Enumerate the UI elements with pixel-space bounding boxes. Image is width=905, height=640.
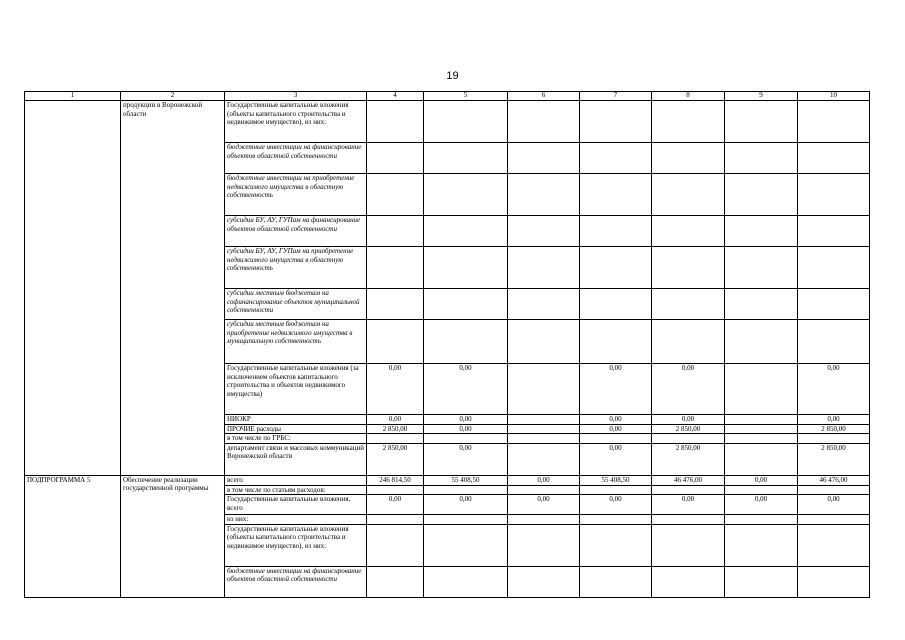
expense-label: Государственные капитальные вложения (объекты капитального строительства и недвижимое имущество), из них:: [225, 101, 367, 143]
value-cell: 0,00: [424, 443, 508, 475]
value-cell: [798, 247, 870, 289]
value-cell: 0,00: [367, 495, 424, 515]
expense-label: субсидии местным бюджетам на приобретение недвижимого имущества в муниципальную собственность: [225, 320, 367, 364]
value-cell: [367, 216, 424, 247]
value-cell: [508, 566, 580, 597]
value-cell: [798, 485, 870, 495]
column-number: 3: [225, 92, 367, 101]
value-cell: 0,00: [424, 364, 508, 415]
value-cell: [652, 524, 725, 566]
value-cell: [725, 247, 798, 289]
value-cell: [652, 485, 725, 495]
expense-label: департамент связи и массовых коммуникаций Воронежской области: [225, 443, 367, 475]
value-cell: [424, 143, 508, 174]
value-cell: [798, 174, 870, 216]
value-cell: 0,00: [652, 364, 725, 415]
value-cell: [580, 434, 652, 444]
value-cell: [508, 247, 580, 289]
value-cell: [725, 424, 798, 434]
value-cell: [725, 415, 798, 425]
column-number: 2: [121, 92, 225, 101]
value-cell: 0,00: [424, 495, 508, 515]
column-number: 9: [725, 92, 798, 101]
value-cell: [725, 320, 798, 364]
expense-label: из них:: [225, 515, 367, 525]
value-cell: 0,00: [424, 415, 508, 425]
expense-label: бюджетные инвестиции на финансирование объектов областной собственности: [225, 566, 367, 597]
value-cell: [580, 320, 652, 364]
value-cell: [424, 515, 508, 525]
value-cell: 2 850,00: [798, 443, 870, 475]
value-cell: 0,00: [725, 475, 798, 485]
value-cell: [652, 216, 725, 247]
value-cell: [424, 174, 508, 216]
value-cell: [367, 101, 424, 143]
value-cell: 0,00: [367, 364, 424, 415]
value-cell: [580, 101, 652, 143]
column-number: 7: [580, 92, 652, 101]
value-cell: [652, 174, 725, 216]
value-cell: [798, 289, 870, 320]
value-cell: [725, 216, 798, 247]
column-number-row: [25, 92, 870, 101]
value-cell: [798, 216, 870, 247]
value-cell: [367, 515, 424, 525]
expense-label: Государственные капитальные вложения, всего: [225, 495, 367, 515]
value-cell: [725, 515, 798, 525]
value-cell: [798, 320, 870, 364]
value-cell: [725, 566, 798, 597]
expense-label: субсидии местным бюджетам на софинансирование объектов муниципальной собственности: [225, 289, 367, 320]
column-number: 4: [367, 92, 424, 101]
budget-table: [24, 91, 870, 598]
value-cell: [652, 247, 725, 289]
item-name-cell: продукции в Воронежской области: [121, 101, 225, 476]
program-name-cell: [25, 101, 121, 476]
value-cell: [652, 143, 725, 174]
value-cell: [508, 143, 580, 174]
value-cell: [580, 485, 652, 495]
column-number: 5: [424, 92, 508, 101]
value-cell: 0,00: [725, 495, 798, 515]
value-cell: [508, 364, 580, 415]
expense-label: Государственные капитальные вложения (объекты капитального строительства и недвижимое имущество), из них:: [225, 524, 367, 566]
value-cell: [424, 289, 508, 320]
value-cell: [508, 524, 580, 566]
value-cell: 0,00: [508, 495, 580, 515]
value-cell: [725, 524, 798, 566]
value-cell: 2 850,00: [367, 424, 424, 434]
value-cell: [508, 101, 580, 143]
value-cell: [580, 174, 652, 216]
value-cell: [367, 566, 424, 597]
value-cell: [580, 143, 652, 174]
value-cell: [508, 485, 580, 495]
value-cell: [424, 247, 508, 289]
value-cell: [725, 101, 798, 143]
value-cell: [798, 566, 870, 597]
value-cell: 0,00: [652, 415, 725, 425]
value-cell: 0,00: [367, 415, 424, 425]
expense-label: всего: [225, 475, 367, 485]
value-cell: [798, 143, 870, 174]
column-number: 1: [25, 92, 121, 101]
value-cell: [508, 434, 580, 444]
expense-label: субсидии БУ, АУ, ГУПам на приобретение недвижимого имущества в областную собственность: [225, 247, 367, 289]
value-cell: [508, 424, 580, 434]
value-cell: 0,00: [798, 364, 870, 415]
value-cell: [424, 485, 508, 495]
value-cell: 55 408,50: [580, 475, 652, 485]
value-cell: [508, 443, 580, 475]
value-cell: [580, 247, 652, 289]
value-cell: [367, 289, 424, 320]
value-cell: [367, 485, 424, 495]
value-cell: 2 850,00: [652, 443, 725, 475]
expense-label: в том числе по ГРБС:: [225, 434, 367, 444]
value-cell: 246 814,50: [367, 475, 424, 485]
value-cell: [798, 101, 870, 143]
value-cell: 46 476,00: [652, 475, 725, 485]
value-cell: 0,00: [580, 495, 652, 515]
value-cell: [580, 566, 652, 597]
value-cell: [367, 524, 424, 566]
value-cell: [367, 320, 424, 364]
value-cell: [580, 289, 652, 320]
value-cell: 0,00: [508, 475, 580, 485]
value-cell: [725, 485, 798, 495]
value-cell: 0,00: [580, 364, 652, 415]
value-cell: [367, 434, 424, 444]
value-cell: [580, 524, 652, 566]
value-cell: [580, 216, 652, 247]
value-cell: 0,00: [652, 495, 725, 515]
value-cell: [367, 143, 424, 174]
value-cell: 55 408,50: [424, 475, 508, 485]
value-cell: [725, 434, 798, 444]
table-row: [25, 101, 870, 143]
value-cell: 0,00: [580, 424, 652, 434]
value-cell: [652, 566, 725, 597]
page-number: 19: [446, 70, 459, 82]
expense-label: в том числе по статьям расходов:: [225, 485, 367, 495]
column-number: 8: [652, 92, 725, 101]
value-cell: [725, 443, 798, 475]
value-cell: [652, 320, 725, 364]
value-cell: [367, 247, 424, 289]
value-cell: [725, 364, 798, 415]
value-cell: 46 476,00: [798, 475, 870, 485]
expense-label: субсидии БУ, АУ, ГУПам на финансирование объектов областной собственности: [225, 216, 367, 247]
expense-label: НИОКР: [225, 415, 367, 425]
value-cell: [424, 216, 508, 247]
column-number: 6: [508, 92, 580, 101]
value-cell: [508, 216, 580, 247]
value-cell: [798, 515, 870, 525]
subprogram-name-cell: ПОДПРОГРАММА 5: [25, 475, 121, 597]
value-cell: [424, 434, 508, 444]
value-cell: [652, 101, 725, 143]
item-name-cell: Обеспечение реализации государственной программы: [121, 475, 225, 597]
expense-label: бюджетные инвестиции на финансирование объектов областной собственности: [225, 143, 367, 174]
value-cell: [424, 524, 508, 566]
value-cell: 2 850,00: [798, 424, 870, 434]
value-cell: 0,00: [798, 495, 870, 515]
value-cell: [508, 289, 580, 320]
value-cell: [798, 434, 870, 444]
expense-label: бюджетные инвестиции на приобретение недвижимого имущества в областную собственность: [225, 174, 367, 216]
value-cell: [652, 515, 725, 525]
column-number: 10: [798, 92, 870, 101]
value-cell: [424, 101, 508, 143]
value-cell: 0,00: [424, 424, 508, 434]
value-cell: [508, 515, 580, 525]
value-cell: [652, 289, 725, 320]
value-cell: [424, 566, 508, 597]
value-cell: [508, 415, 580, 425]
value-cell: 0,00: [798, 415, 870, 425]
table-row: [25, 475, 870, 485]
value-cell: [508, 174, 580, 216]
value-cell: 0,00: [580, 415, 652, 425]
value-cell: 0,00: [580, 443, 652, 475]
expense-label: Государственные капитальные вложения (за исключением объектов капитального строительства и объектов недвижимого имущества): [225, 364, 367, 415]
value-cell: 2 850,00: [652, 424, 725, 434]
value-cell: [424, 320, 508, 364]
value-cell: [725, 143, 798, 174]
value-cell: [725, 174, 798, 216]
value-cell: [725, 289, 798, 320]
value-cell: [580, 515, 652, 525]
value-cell: [367, 174, 424, 216]
value-cell: 2 850,00: [367, 443, 424, 475]
expense-label: ПРОЧИЕ расходы: [225, 424, 367, 434]
value-cell: [508, 320, 580, 364]
value-cell: [798, 524, 870, 566]
value-cell: [652, 434, 725, 444]
